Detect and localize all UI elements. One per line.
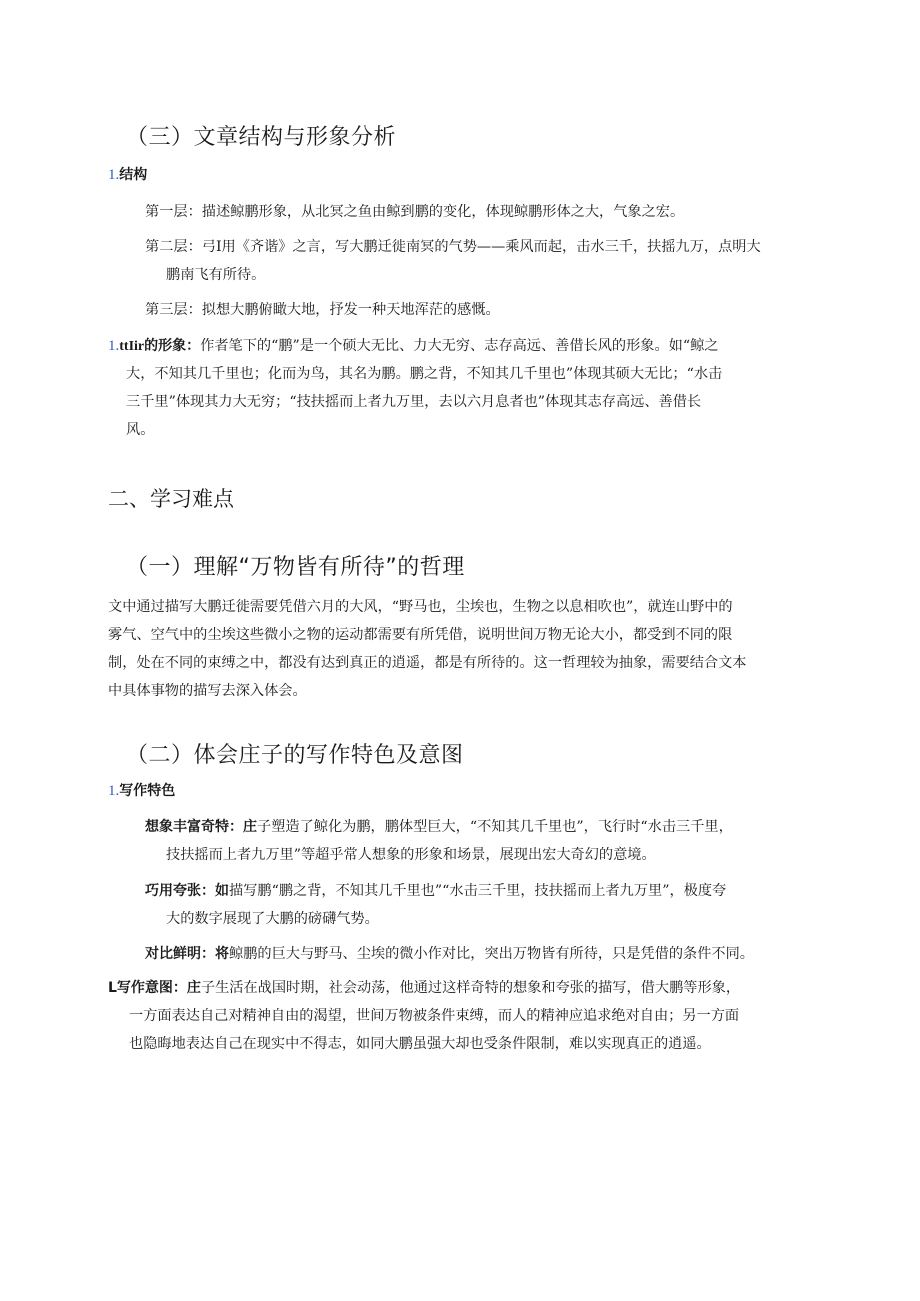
feature-exaggeration-line2: 大的数字展现了大鹏的磅礴气势。 bbox=[166, 911, 379, 927]
paragraph-image-line3: 三千里”体现其力大无穷；“技扶摇而上者九万里，去以六月息者也”体现其志存高远、善借长 bbox=[126, 394, 702, 410]
feature-imagination-line1 bbox=[145, 812, 733, 842]
writing-intent-line3: 也隐晦地表达自己在现实中不得志，如同大鹏虽强大却也受条件限制，难以实现真正的逍遥。 bbox=[129, 1036, 711, 1052]
intent-text: 子生活在战国时期，社会动荡，他通过这样奇特的想象和夸张的描写，借大鹏等形象， bbox=[200, 980, 741, 996]
list-label: 结构 bbox=[119, 167, 148, 183]
feature-text: 鲸鹏的巨大与野马、尘埃的微小作对比，突出万物皆有所待，只是凭借的条件不同。 bbox=[229, 946, 754, 962]
feature-label: 巧用夸张：如 bbox=[145, 883, 229, 899]
paragraph-layer1: 第一层：描述鲸鹏形象，从北冥之鱼由鲸到鹏的变化，体现鲸鹏形体之大，气象之宏。 bbox=[145, 204, 685, 220]
part-heading-difficulties: 二、学习难点 bbox=[108, 487, 234, 511]
list-item-image bbox=[108, 331, 718, 362]
list-label: ttIir的形象： bbox=[119, 339, 201, 354]
list-number: 1. bbox=[108, 338, 120, 354]
paragraph-layer3: 第三层：拟想大鹏俯瞰大地，抒发一种天地浑茫的感慨。 bbox=[145, 302, 500, 318]
intent-label: L写作意图：庄 bbox=[108, 980, 201, 996]
list-label: 写作特色 bbox=[119, 783, 176, 799]
writing-intent-line2: 一方面表达自己对精神自由的渴望，世间万物被条件束缚，而人的精神应追求绝对自由；另一方面 bbox=[129, 1008, 740, 1024]
feature-text: 子塑造了鲸化为鹏，鹏体型巨大，“不知其几千里也”，飞行时“水击三千里， bbox=[257, 819, 733, 835]
section-heading-structure: （三）文章结构与形象分析 bbox=[126, 125, 397, 150]
feature-imagination-line2: 技扶摇而上者九万里”等超乎常人想象的形象和场景，展现出宏大奇幻的意境。 bbox=[166, 847, 656, 863]
paragraph-philosophy-line1: 文中通过描写大鹏迁徙需要凭借六月的大风，“野马也，尘埃也，生物之以息相吹也”，就连山野中的 bbox=[108, 599, 733, 615]
paragraph-image-line4: 风。 bbox=[126, 422, 155, 438]
feature-contrast bbox=[145, 939, 754, 969]
writing-intent-line1 bbox=[108, 973, 740, 1003]
feature-label: 对比鲜明：将 bbox=[145, 946, 229, 962]
section-heading-writing: （二）体会庄子的写作特色及意图 bbox=[126, 743, 464, 768]
paragraph-layer2-line1: 第二层：弓I用《齐谐》之言，写大鹏迁徙南冥的气势——乘风而起，击水三千，扶摇九万，点明大 bbox=[145, 239, 761, 255]
paragraph-philosophy-line4: 中具体事物的描写去深入体会。 bbox=[108, 683, 307, 699]
paragraph-text: 作者笔下的“鹏”是一个硕大无比、力大无穷、志存高远、善借长风的形象。如“鲸之 bbox=[200, 338, 719, 354]
feature-label: 想象丰富奇特：庄 bbox=[145, 819, 257, 835]
paragraph-layer2-line2: 鹏南飞有所待。 bbox=[166, 267, 266, 283]
paragraph-philosophy-line2: 雾气、空气中的尘埃这些微小之物的运动都需要有所凭借，说明世间万物无论大小，都受到不同的限 bbox=[108, 627, 733, 643]
paragraph-image-line2: 大，不知其几千里也；化而为鸟，其名为鹏。鹏之背，不知其几千里也”体现其硕大无比；“水击 bbox=[126, 366, 723, 382]
list-number: 1. bbox=[108, 783, 120, 799]
list-item-writing-features bbox=[108, 776, 175, 806]
feature-text: 描写鹏“鹏之背，不知其几千里也”“水击三千里，技扶摇而上者九万里”，极度夸 bbox=[229, 883, 727, 899]
paragraph-philosophy-line3: 制，处在不同的束缚之中，都没有达到真正的逍遥，都是有所待的。这一哲理较为抽象，需要结合文本 bbox=[108, 655, 747, 671]
list-number: 1. bbox=[108, 167, 120, 183]
section-heading-philosophy: （一）理解“万物皆有所待”的哲理 bbox=[126, 555, 465, 580]
feature-exaggeration-line1 bbox=[145, 876, 726, 906]
list-item-structure bbox=[108, 160, 147, 190]
